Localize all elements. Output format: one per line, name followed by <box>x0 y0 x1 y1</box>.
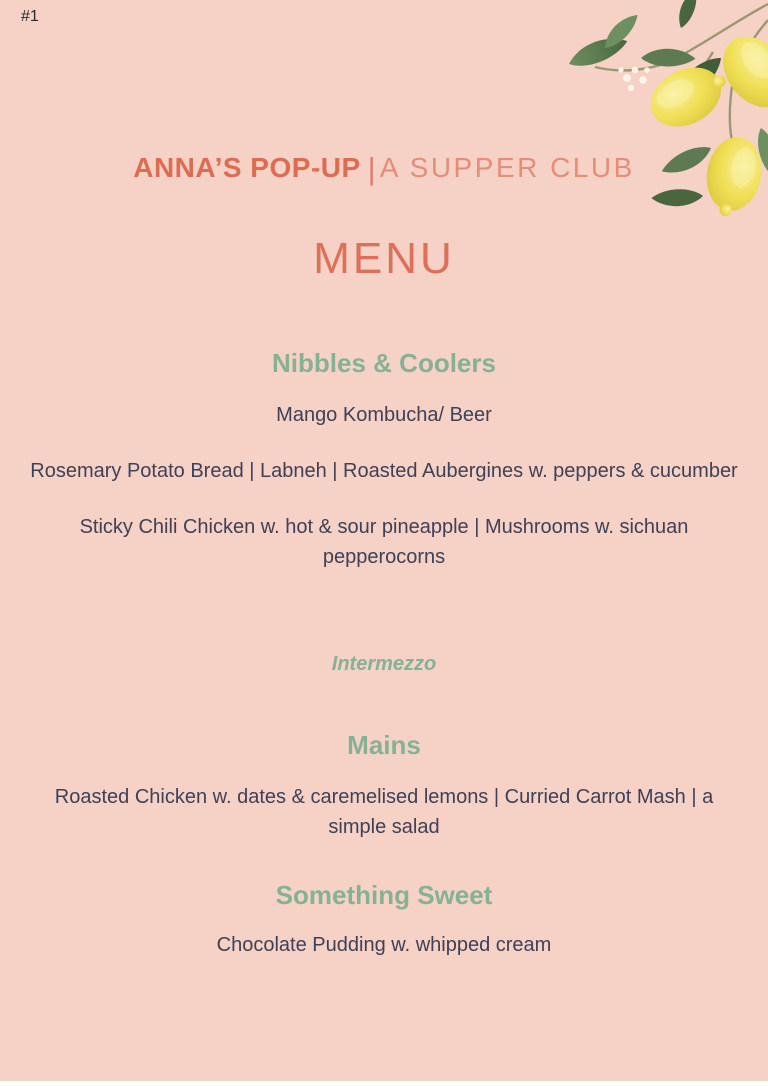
menu-item: Rosemary Potato Bread | Labneh | Roasted Aubergines w. peppers & cucumber <box>30 460 738 482</box>
brand-tagline: A SUPPER CLUB <box>379 152 635 183</box>
menu-item: Sticky Chili Chicken w. hot & sour pineapple | Mushrooms w. sichuan pepperocorns <box>79 516 689 568</box>
menu-item: Mango Kombucha/ Beer <box>276 404 492 426</box>
menu-item: Chocolate Pudding w. whipped cream <box>216 934 552 956</box>
section-heading-something-sweet: Something Sweet <box>275 880 493 910</box>
brand-header <box>0 0 768 191</box>
section-heading-mains: Mains <box>347 730 421 760</box>
page-number-label: #1 <box>21 8 39 25</box>
section-heading-intermezzo: Intermezzo <box>331 653 437 675</box>
bottom-white-strip <box>0 1081 768 1086</box>
section-heading-nibbles: Nibbles & Coolers <box>272 348 496 378</box>
header-divider: | <box>367 151 376 186</box>
brand-name: ANNA’S POP-UP <box>133 152 361 183</box>
menu-item: Roasted Chicken w. dates & caremelised lemons | Curried Carrot Mash | a simple salad <box>54 786 714 838</box>
page-title: MENU <box>313 234 455 283</box>
